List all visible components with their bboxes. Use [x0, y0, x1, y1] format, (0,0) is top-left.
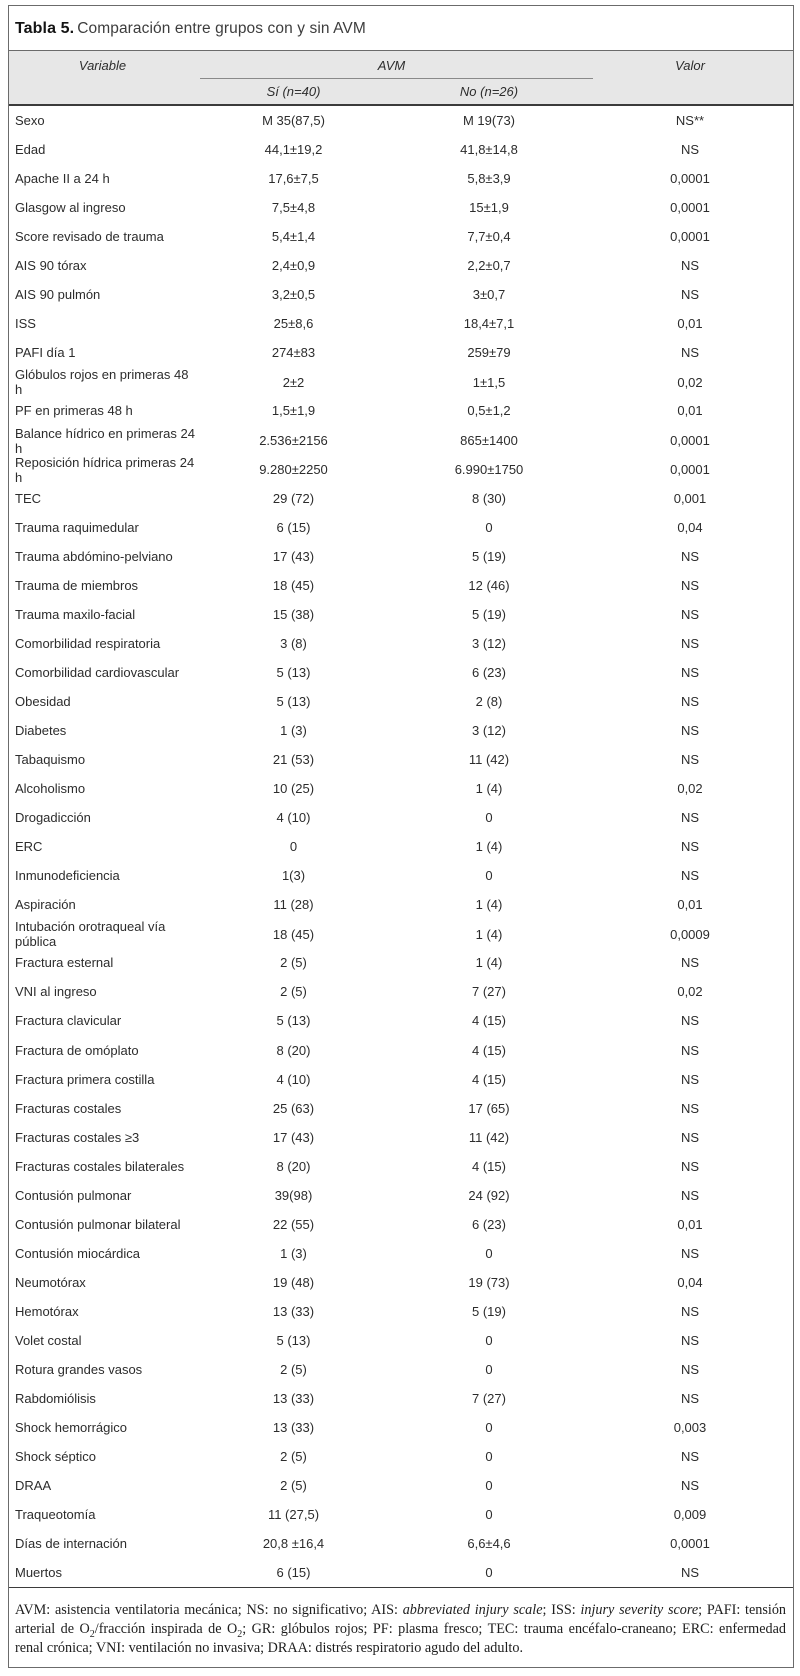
table-row [9, 629, 793, 658]
table-row [9, 164, 793, 193]
row-avm-si-value: 17,6±7,5 [268, 171, 319, 187]
row-variable-label: Sexo [15, 113, 45, 129]
row-p-value: NS [680, 345, 700, 361]
row-avm-no-value: 11 (42) [468, 1129, 510, 1145]
row-avm-si-value: 18 (45) [272, 577, 315, 593]
table-row [9, 1181, 793, 1210]
row-variable-label: Tabaquismo [15, 752, 86, 768]
row-variable-label: PF en primeras 48 h [15, 403, 133, 419]
table-row [9, 193, 793, 222]
row-variable-label: Comorbilidad cardiovascular [15, 664, 180, 680]
row-avm-no-value: 19 (73) [468, 1274, 510, 1290]
row-avm-si-value: 6 (15) [276, 519, 311, 535]
row-variable-label: Fractura primera costilla [15, 1071, 155, 1087]
row-avm-no-value: 0 [485, 810, 493, 826]
table-row [9, 1442, 793, 1471]
table-caption: Comparación entre grupos con y sin AVM [77, 20, 366, 37]
table-row [9, 222, 793, 251]
row-p-value: NS [680, 606, 700, 622]
row-avm-si-value: 2 (5) [280, 984, 307, 1000]
table-row [9, 1500, 793, 1529]
table-row [9, 1152, 793, 1181]
row-avm-no-value: 5 (19) [472, 548, 506, 564]
row-avm-si-value: 3 (8) [280, 635, 307, 651]
row-p-value: NS [680, 142, 700, 158]
row-avm-no-value: 6 (23) [472, 1216, 506, 1232]
row-avm-no-value: 0 [485, 1245, 493, 1261]
row-p-value: NS [680, 955, 700, 971]
footnote-segment: abbreviated injury scale [402, 1602, 543, 1619]
row-avm-no-value: 7 (27) [472, 1391, 506, 1407]
row-avm-si-value: 7,5±4,8 [271, 200, 316, 216]
row-p-value: NS [680, 1449, 700, 1465]
row-avm-si-value: 274±83 [271, 345, 316, 361]
row-avm-no-value: 4 (15) [472, 1042, 506, 1058]
row-avm-si-value: 5 (13) [276, 693, 311, 709]
row-avm-no-value: 4 (15) [472, 1013, 506, 1029]
row-variable-label: Fractura esternal [15, 955, 114, 971]
row-variable-label: Alcoholismo [15, 781, 86, 797]
row-p-value: NS [680, 1013, 700, 1029]
row-avm-no-value: 0 [485, 1565, 493, 1581]
row-p-value: NS [680, 664, 700, 680]
row-avm-si-value: 22 (55) [272, 1216, 315, 1232]
row-avm-si-value: 1 (3) [280, 1245, 307, 1261]
row-avm-no-value: 3 (12) [472, 635, 506, 651]
table-row [9, 309, 793, 338]
row-avm-si-value: 5 (13) [276, 1013, 311, 1029]
row-avm-no-value: 0 [485, 1449, 493, 1465]
table-title [9, 6, 793, 50]
row-p-value: 0,003 [673, 1420, 707, 1436]
row-p-value: 0,0001 [670, 229, 710, 245]
row-avm-no-value: 15±1,9 [469, 200, 509, 216]
row-p-value: NS [680, 577, 700, 593]
row-p-value: 0,01 [677, 316, 703, 332]
row-avm-no-value: 8 (30) [472, 490, 506, 506]
row-p-value: 0,02 [677, 781, 703, 797]
row-p-value: NS [680, 839, 700, 855]
row-variable-label: Trauma raquimedular [15, 519, 139, 535]
row-avm-si-value: 2 (5) [280, 1449, 307, 1465]
row-avm-no-value: 6,6±4,6 [467, 1536, 511, 1552]
row-avm-si-value: 2 (5) [280, 1478, 307, 1494]
row-p-value: NS [680, 1362, 700, 1378]
row-variable-label: Trauma abdómino-pelviano [15, 548, 173, 564]
row-avm-no-value: 41,8±14,8 [460, 142, 518, 158]
row-p-value: NS [680, 1303, 700, 1319]
row-variable-label: Contusión miocárdica [15, 1245, 141, 1261]
table-row [9, 977, 793, 1006]
table-row [9, 106, 793, 135]
col-header-no: No (n=26) [459, 84, 519, 99]
row-variable-label: Obesidad [15, 693, 71, 709]
row-p-value: NS [680, 1158, 700, 1174]
row-avm-no-value: 2,2±0,7 [467, 258, 511, 274]
row-p-value: NS [680, 723, 700, 738]
row-p-value: NS [680, 1478, 700, 1494]
table-row [9, 687, 793, 716]
col-header-valor: Valor [675, 57, 705, 73]
row-variable-label: Trauma maxilo-facial [15, 606, 136, 622]
table-figure-frame [8, 5, 794, 1668]
row-avm-si-value: 13 (33) [272, 1420, 315, 1436]
row-avm-si-value: 1(3) [281, 868, 306, 884]
col-header-avm [196, 51, 587, 79]
row-avm-no-value: 5 (19) [472, 606, 506, 622]
row-p-value: 0,0001 [670, 433, 710, 449]
row-variable-label: Rotura grandes vasos [15, 1362, 143, 1378]
table-row [9, 135, 793, 164]
row-avm-no-value: 11 (42) [468, 752, 510, 768]
row-avm-no-value: 3±0,7 [472, 287, 506, 303]
table-row [9, 1268, 793, 1297]
row-avm-no-value: 5,8±3,9 [467, 171, 511, 187]
row-avm-no-value: 1 (4) [475, 955, 503, 971]
row-p-value: 0,0009 [670, 926, 710, 942]
row-avm-no-value: 259±79 [467, 345, 511, 361]
table-row [9, 1326, 793, 1355]
footnote-segment: injury severity score [580, 1602, 699, 1619]
table-row [9, 484, 793, 513]
row-avm-si-value: 29 (72) [272, 490, 315, 506]
row-variable-label: Contusión pulmonar [15, 1187, 132, 1203]
row-p-value: 0,0001 [670, 462, 710, 478]
row-p-value: 0,0001 [670, 171, 710, 187]
row-variable-label: Edad [15, 142, 46, 158]
row-p-value: 0,01 [677, 403, 703, 419]
row-avm-no-value: 12 (46) [468, 577, 510, 593]
col-header-avm-label: AVM [377, 57, 406, 73]
row-variable-label: Intubación orotraqueal vía pública [15, 919, 166, 950]
row-avm-si-value: 5,4±1,4 [271, 229, 316, 245]
row-variable-label: Fracturas costales bilaterales [15, 1158, 185, 1174]
row-avm-no-value: 5 (19) [472, 1303, 506, 1319]
row-avm-si-value: 21 (53) [272, 752, 315, 768]
row-p-value: NS** [675, 113, 705, 129]
row-avm-no-value: 0,5±1,2 [467, 403, 511, 419]
row-avm-no-value: 0 [485, 868, 493, 884]
table-row [9, 861, 793, 890]
row-variable-label: ERC [15, 839, 43, 855]
row-avm-si-value: 9.280±2250 [259, 462, 328, 478]
table-row [9, 367, 793, 396]
avm-underline [200, 78, 593, 79]
table-row [9, 1239, 793, 1268]
row-variable-label: Score revisado de trauma [15, 229, 164, 245]
footnote-segment: 2 [237, 1629, 243, 1641]
row-avm-si-value: 17 (43) [272, 1129, 315, 1145]
row-avm-no-value: 6.990±1750 [454, 462, 524, 478]
row-avm-no-value: 0 [485, 1478, 493, 1494]
col-header-si: Sí (n=40) [266, 84, 321, 99]
row-p-value: NS [680, 752, 700, 768]
table-row [9, 890, 793, 919]
row-variable-label: ISS [15, 316, 36, 332]
footnote-segment: /fracción inspirada de O [94, 1621, 238, 1638]
row-avm-si-value: 2±2 [282, 374, 305, 390]
table-row [9, 948, 793, 977]
row-p-value: NS [680, 868, 700, 884]
row-variable-label: AIS 90 tórax [15, 258, 87, 274]
row-avm-si-value: 10 (25) [272, 781, 315, 797]
row-avm-si-value: 11 (28) [273, 897, 314, 913]
table-row [9, 338, 793, 367]
row-variable-label: Fractura de omóplato [15, 1042, 139, 1058]
row-avm-si-value: 8 (20) [276, 1158, 311, 1174]
row-p-value: NS [680, 693, 700, 709]
row-variable-label: Apache II a 24 h [15, 171, 110, 187]
table-row [9, 716, 793, 745]
row-avm-si-value: 44,1±19,2 [264, 142, 323, 158]
row-avm-si-value: 0 [289, 839, 298, 855]
row-avm-no-value: 865±1400 [460, 433, 518, 449]
row-avm-no-value: 2 (8) [475, 693, 503, 709]
row-avm-si-value: 1 (3) [280, 723, 307, 738]
row-avm-si-value: 25 (63) [272, 1100, 315, 1116]
table-row [9, 1123, 793, 1152]
footnote-segment: ; PAFI: tensión arterial de O [15, 1602, 787, 1638]
row-variable-label: Inmunodeficiencia [15, 868, 120, 884]
row-p-value: NS [680, 548, 700, 564]
table-row [9, 1297, 793, 1326]
table-row [9, 280, 793, 309]
table-row [9, 1355, 793, 1384]
row-variable-label: Volet costal [15, 1332, 82, 1348]
table-row [9, 1006, 793, 1035]
footnote-segment: ; GR: glóbulos rojos; PF: plasma fresco; TEC: trauma encéfalo-craneano; ERC: enfermedad renal crónica; VNI: ventilación no invasiva; DRAA: distrés respiratorio agudo del adulto. [15, 1621, 786, 1657]
table-row [9, 542, 793, 571]
row-avm-si-value: 2 (5) [280, 955, 307, 971]
row-variable-label: Trauma de miembros [15, 577, 139, 593]
row-avm-no-value: 0 [485, 1332, 493, 1348]
col-header-variable: Variable [78, 57, 127, 73]
row-variable-label: VNI al ingreso [15, 984, 97, 1000]
row-variable-label: Shock séptico [15, 1449, 96, 1465]
col-header-spacer-left [9, 79, 196, 104]
row-variable-label: Shock hemorrágico [15, 1420, 127, 1436]
table-row [9, 1036, 793, 1065]
row-avm-no-value: 18,4±7,1 [463, 316, 515, 332]
row-p-value: 0,04 [677, 519, 703, 535]
row-p-value: NS [680, 1391, 700, 1407]
row-variable-label: Diabetes [15, 723, 67, 738]
table-row [9, 1094, 793, 1123]
footnote-segment: AVM: asistencia ventilatoria mecánica; NS: no significativo; AIS: [15, 1602, 403, 1619]
row-p-value: 0,001 [673, 490, 707, 506]
row-avm-no-value: 0 [485, 1420, 493, 1436]
table-row [9, 455, 793, 484]
row-p-value: 0,04 [677, 1274, 703, 1290]
table-footnote [9, 1588, 793, 1658]
table-row [9, 1558, 793, 1587]
table-row [9, 571, 793, 600]
row-p-value: 0,01 [677, 1216, 703, 1232]
row-avm-si-value: 3,2±0,5 [271, 287, 316, 303]
row-avm-no-value: 1 (4) [475, 897, 503, 913]
row-avm-si-value: 25±8,6 [273, 316, 314, 332]
col-header-spacer-right [587, 79, 793, 104]
row-avm-no-value: 17 (65) [468, 1100, 510, 1116]
row-avm-si-value: 1,5±1,9 [271, 403, 316, 419]
row-p-value: 0,0001 [670, 1536, 710, 1552]
table-row [9, 426, 793, 455]
row-p-value: 0,02 [677, 374, 703, 390]
row-avm-si-value: 2.536±2156 [259, 433, 328, 449]
row-avm-si-value: 20,8 ±16,4 [262, 1536, 325, 1552]
row-avm-si-value: 18 (45) [272, 926, 315, 942]
row-avm-si-value: 19 (48) [272, 1274, 315, 1290]
row-avm-no-value: 7 (27) [472, 984, 506, 1000]
row-variable-label: Traqueotomía [15, 1507, 96, 1523]
row-p-value: NS [680, 1042, 700, 1058]
row-variable-label: PAFI día 1 [15, 345, 76, 361]
row-variable-label: Glasgow al ingreso [15, 200, 126, 216]
row-avm-no-value: 0 [485, 519, 493, 535]
row-avm-no-value: 1±1,5 [472, 374, 506, 390]
row-avm-no-value: 3 (12) [472, 723, 506, 738]
table-body [9, 106, 793, 1587]
row-variable-label: Fracturas costales ≥3 [15, 1129, 140, 1145]
row-avm-si-value: 13 (33) [272, 1391, 315, 1407]
table-row [9, 803, 793, 832]
row-p-value: NS [680, 1129, 700, 1145]
row-avm-no-value: 4 (15) [472, 1071, 506, 1087]
table-row [9, 1471, 793, 1500]
row-avm-si-value: 8 (20) [276, 1042, 311, 1058]
row-p-value: NS [680, 1565, 700, 1581]
row-avm-si-value: 6 (15) [276, 1565, 311, 1581]
row-variable-label: DRAA [15, 1478, 52, 1494]
row-avm-si-value: 4 (10) [276, 1071, 311, 1087]
row-avm-si-value: 2,4±0,9 [271, 258, 316, 274]
table-row [9, 600, 793, 629]
row-avm-si-value: 17 (43) [272, 548, 315, 564]
footnote-segment: 2 [89, 1629, 95, 1641]
row-avm-no-value: M 19(73) [462, 113, 516, 129]
row-p-value: NS [680, 1187, 700, 1203]
row-variable-label: Balance hídrico en primeras 24 h [15, 425, 195, 456]
row-variable-label: Días de internación [15, 1536, 128, 1552]
row-variable-label: Reposición hídrica primeras 24 h [15, 454, 195, 485]
row-p-value: NS [680, 1245, 700, 1261]
row-avm-si-value: 11 (27,5) [267, 1507, 320, 1523]
row-avm-no-value: 24 (92) [468, 1187, 510, 1203]
row-variable-label: AIS 90 pulmón [15, 287, 101, 303]
row-p-value: NS [680, 810, 700, 826]
table-row [9, 1065, 793, 1094]
table-row [9, 396, 793, 425]
row-p-value: 0,01 [677, 897, 703, 913]
row-avm-no-value: 0 [485, 1362, 493, 1378]
row-p-value: 0,0001 [670, 200, 710, 216]
row-variable-label: Comorbilidad respiratoria [15, 635, 161, 651]
row-p-value: NS [680, 1100, 700, 1116]
row-avm-no-value: 1 (4) [475, 926, 503, 942]
row-avm-no-value: 7,7±0,4 [467, 229, 511, 245]
table-header [9, 50, 793, 106]
table-row [9, 251, 793, 280]
row-avm-no-value: 1 (4) [475, 781, 503, 797]
row-p-value: NS [680, 258, 700, 274]
row-variable-label: Hemotórax [15, 1303, 79, 1319]
row-avm-si-value: 5 (13) [276, 664, 311, 680]
table-row [9, 658, 793, 687]
row-avm-si-value: 13 (33) [272, 1303, 315, 1319]
row-avm-si-value: 39(98) [274, 1187, 313, 1203]
row-avm-no-value: 6 (23) [472, 664, 506, 680]
row-variable-label: Rabdomiólisis [15, 1391, 96, 1407]
table-row [9, 832, 793, 861]
footnote-segment: ; ISS: [542, 1602, 581, 1619]
table-row [9, 919, 793, 948]
row-avm-si-value: 5 (13) [276, 1332, 311, 1348]
row-avm-si-value: 15 (38) [272, 606, 315, 622]
row-variable-label: Fracturas costales [15, 1100, 122, 1116]
row-avm-no-value: 1 (4) [475, 839, 503, 855]
row-variable-label: Contusión pulmonar bilateral [15, 1216, 181, 1232]
row-avm-no-value: 0 [485, 1507, 493, 1523]
table-row [9, 745, 793, 774]
row-avm-no-value: 4 (15) [472, 1158, 506, 1174]
table-row [9, 513, 793, 542]
row-variable-label: Glóbulos rojos en primeras 48 h [15, 367, 189, 398]
row-avm-si-value: 2 (5) [280, 1362, 307, 1378]
row-variable-label: Neumotórax [15, 1274, 86, 1290]
row-p-value: NS [680, 1332, 700, 1348]
table-row [9, 1384, 793, 1413]
row-avm-si-value: 4 (10) [276, 810, 311, 826]
row-p-value: NS [680, 287, 700, 303]
row-variable-label: Muertos [15, 1565, 62, 1581]
row-p-value: 0,009 [673, 1507, 707, 1523]
row-p-value: NS [680, 635, 700, 651]
row-variable-label: Fractura clavicular [15, 1013, 122, 1029]
row-avm-si-value: M 35(87,5) [262, 113, 325, 129]
row-p-value: 0,02 [677, 984, 703, 1000]
row-variable-label: TEC [15, 490, 41, 506]
row-p-value: NS [680, 1071, 700, 1087]
table-row [9, 774, 793, 803]
row-variable-label: Aspiración [15, 897, 76, 913]
table-number-label: Tabla 5. [15, 20, 75, 37]
table-row [9, 1529, 793, 1558]
table-row [9, 1210, 793, 1239]
table-row [9, 1413, 793, 1442]
row-variable-label: Drogadicción [15, 810, 91, 826]
